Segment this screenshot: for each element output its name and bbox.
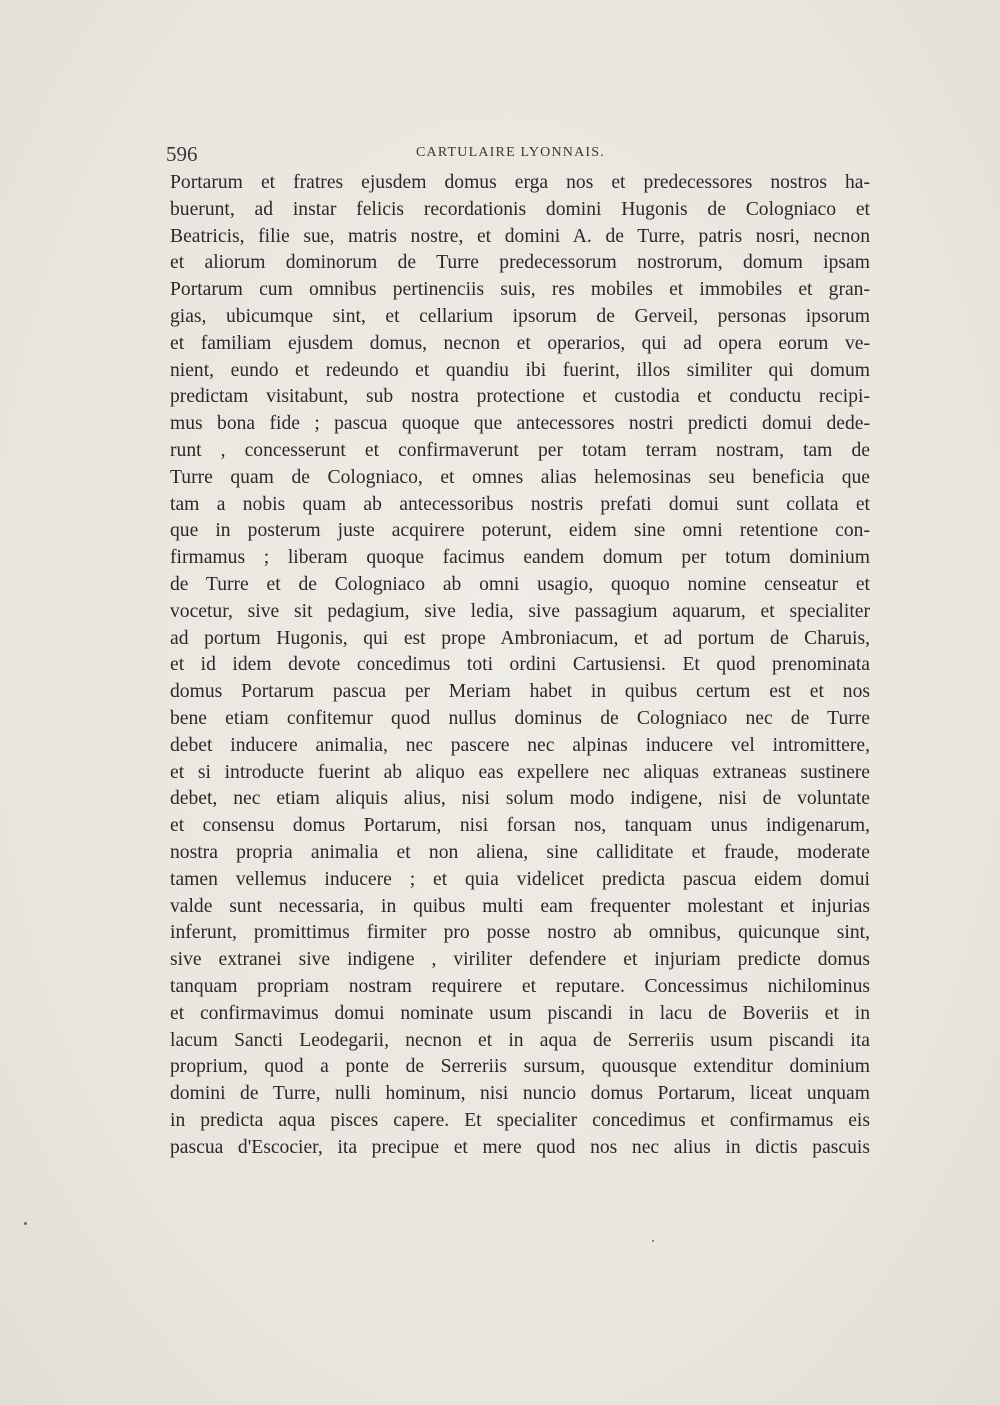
- text-line: debet inducere animalia, nec pascere nec alpinas inducere vel intromittere,: [170, 734, 870, 756]
- text-line: domini de Turre, nulli hominum, nisi nuncio domus Portarum, liceat unquam: [170, 1083, 870, 1105]
- text-line: et familiam ejusdem domus, necnon et operarios, qui ad opera eorum ve-: [170, 332, 870, 354]
- body-text: [170, 170, 870, 1161]
- text-line: predictam visitabunt, sub nostra protectione et custodia et conductu recipi-: [170, 386, 870, 408]
- text-line: que in posterum juste acquirere poterunt, eidem sine omni retentione con-: [170, 520, 870, 542]
- paper-speck: [24, 1222, 27, 1225]
- text-line: vocetur, sive sit pedagium, sive ledia, sive passagium aquarum, et specialiter: [170, 600, 870, 622]
- text-line: nostra propria animalia et non aliena, sine calliditate et fraude, moderate: [170, 841, 870, 863]
- text-line: de Turre et de Cologniaco ab omni usagio, quoquo nomine censeatur et: [170, 573, 870, 595]
- text-line: tanquam propriam nostram requirere et reputare. Concessimus nichilominus: [170, 975, 870, 997]
- text-line: tamen vellemus inducere ; et quia videlicet predicta pascua eidem domui: [170, 868, 870, 890]
- text-line: in predicta aqua pisces capere. Et specialiter concedimus et confirmamus eis: [170, 1109, 870, 1131]
- text-line: proprium, quod a ponte de Serreriis sursum, quousque extenditur dominium: [170, 1056, 870, 1078]
- text-line: tam a nobis quam ab antecessoribus nostris prefati domui sunt collata et: [170, 493, 870, 515]
- text-line: nient, eundo et redeundo et quandiu ibi fuerint, illos similiter qui domum: [170, 359, 870, 381]
- text-line: bene etiam confitemur quod nullus dominus de Cologniaco nec de Turre: [170, 707, 870, 729]
- text-line: Portarum cum omnibus pertinenciis suis, res mobiles et immobiles et gran-: [170, 279, 870, 301]
- text-line: valde sunt necessaria, in quibus multi eam frequenter molestant et injurias: [170, 895, 870, 917]
- text-line: inferunt, promittimus firmiter pro posse nostro ab omnibus, quicunque sint,: [170, 922, 870, 944]
- text-line: runt , concesserunt et confirmaverunt per totam terram nostram, tam de: [170, 439, 870, 461]
- text-line: sive extranei sive indigene , viriliter defendere et injuriam predicte domus: [170, 949, 870, 971]
- text-line: firmamus ; liberam quoque facimus eandem domum per totum dominium: [170, 547, 870, 569]
- text-line: et id idem devote concedimus toti ordini Cartusiensi. Et quod prenominata: [170, 654, 870, 676]
- running-title: CARTULAIRE LYONNAIS.: [416, 145, 605, 160]
- running-head: [166, 140, 856, 168]
- text-line: Portarum et fratres ejusdem domus erga nos et predecessores nostros ha-: [170, 172, 870, 193]
- text-line: Beatricis, filie sue, matris nostre, et domini A. de Turre, patris nosri, necnon: [170, 225, 870, 247]
- text-line: lacum Sancti Leodegarii, necnon et in aqua de Serreriis usum piscandi ita: [170, 1029, 870, 1051]
- text-line: et confirmavimus domui nominate usum piscandi in lacu de Boveriis et in: [170, 1002, 870, 1024]
- text-line: ad portum Hugonis, qui est prope Ambroniacum, et ad portum de Charuis,: [170, 627, 870, 649]
- text-line: pascua d'Escocier, ita precipue et mere quod nos nec alius in dictis pascuis: [170, 1136, 870, 1158]
- text-line: domus Portarum pascua per Meriam habet in quibus certum est et nos: [170, 681, 870, 703]
- text-line: buerunt, ad instar felicis recordationis domini Hugonis de Cologniaco et: [170, 198, 870, 220]
- paper-speck: [652, 1240, 654, 1242]
- text-line: et si introducte fuerint ab aliquo eas expellere nec aliquas extraneas sustinere: [170, 761, 870, 783]
- text-line: et aliorum dominorum de Turre predecessorum nostrorum, domum ipsam: [170, 252, 870, 274]
- text-line: debet, nec etiam aliquis alius, nisi solum modo indigene, nisi de voluntate: [170, 788, 870, 810]
- text-line: mus bona fide ; pascua quoque que antecessores nostri predicti domui dede-: [170, 413, 870, 435]
- text-line: gias, ubicumque sint, et cellarium ipsorum de Gerveil, personas ipsorum: [170, 305, 870, 327]
- text-line: Turre quam de Cologniaco, et omnes alias helemosinas seu beneficia que: [170, 466, 870, 488]
- text-line: et consensu domus Portarum, nisi forsan nos, tanquam unus indigenarum,: [170, 815, 870, 837]
- page-number: 596: [166, 142, 198, 166]
